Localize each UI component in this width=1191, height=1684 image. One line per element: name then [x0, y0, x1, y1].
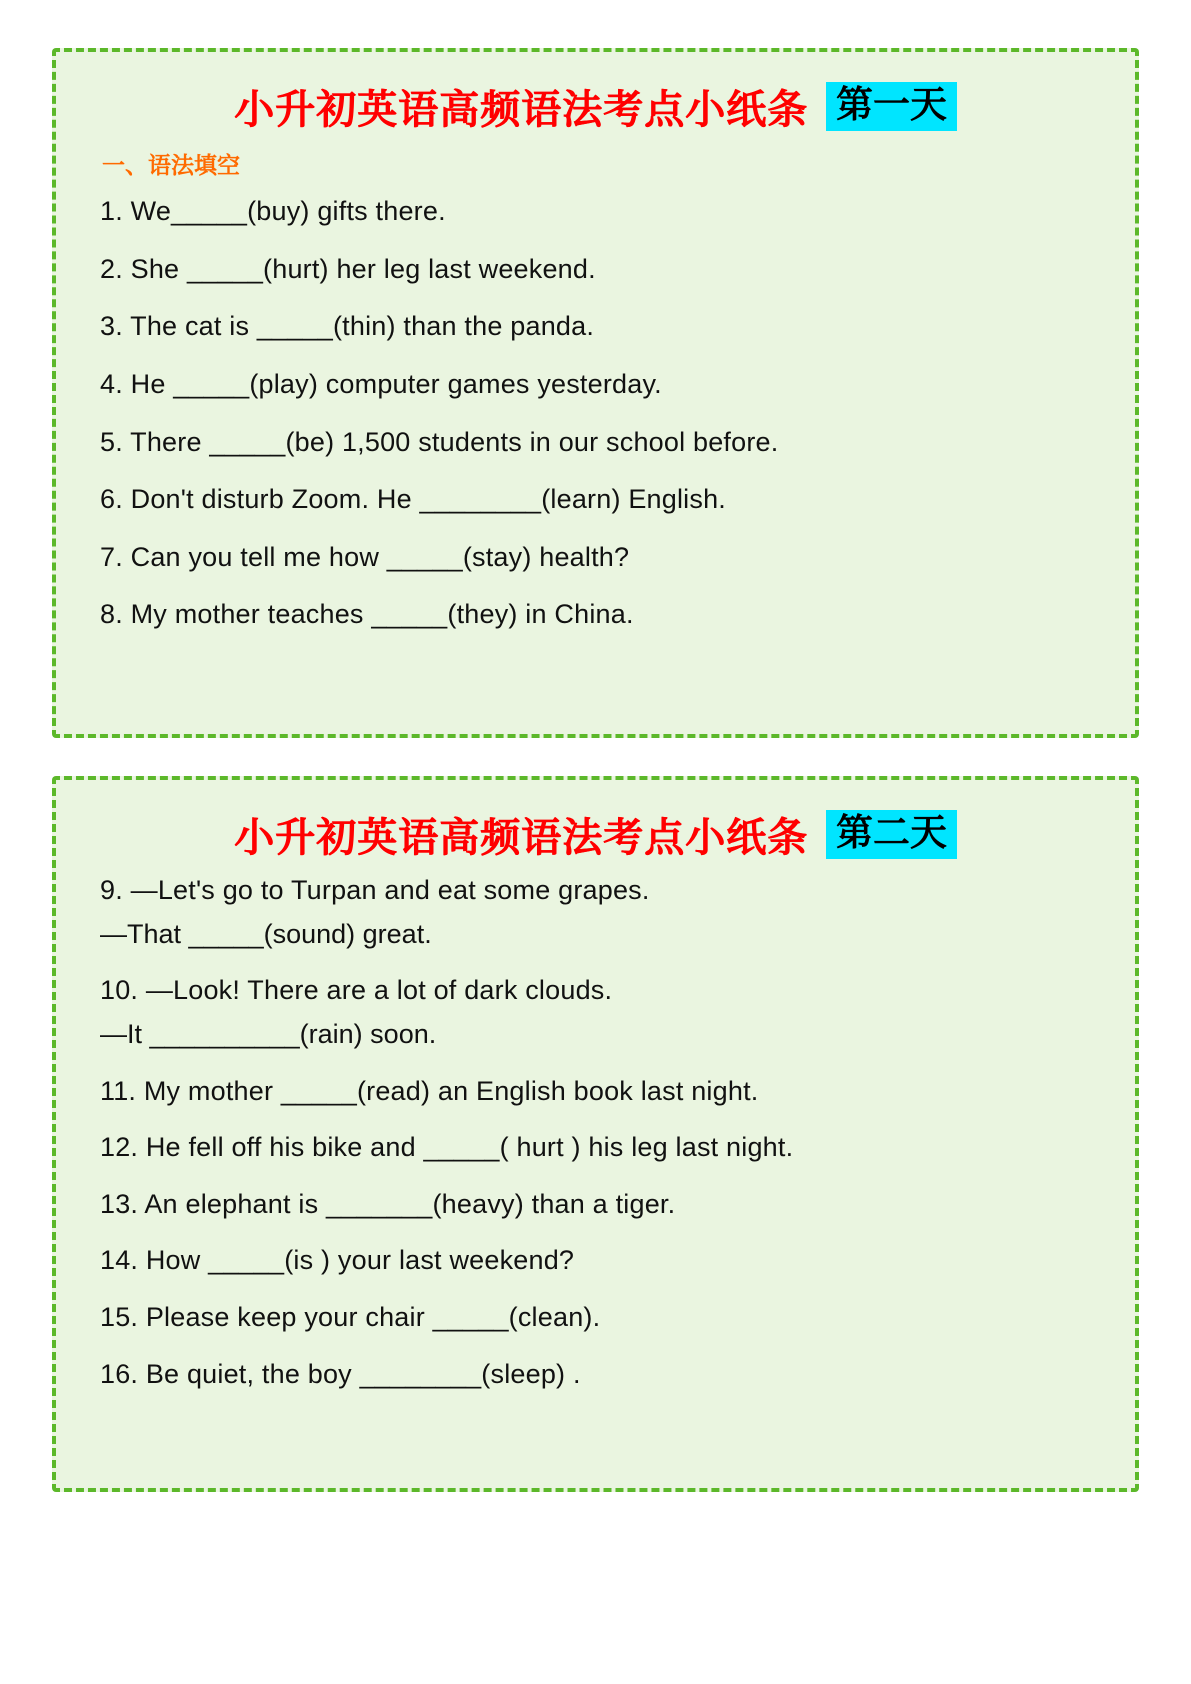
- list-item: 13. An elephant is _______(heavy) than a tiger.: [100, 1188, 676, 1219]
- worksheet-card-day-two: [52, 776, 1139, 1492]
- card-two-title: 小升初英语高频语法考点小纸条: [234, 816, 808, 860]
- list-item: 14. How _____(is ) your last weekend?: [100, 1245, 575, 1276]
- list-item: 2. She _____(hurt) her leg last weekend.: [100, 253, 596, 284]
- card-one-day-badge: 第一天: [826, 82, 957, 132]
- list-item: 8. My mother teaches _____(they) in China.: [100, 599, 634, 630]
- list-item: 9. —Let's go to Turpan and eat some grapes.: [100, 875, 650, 905]
- card-one-title-row: [86, 78, 1105, 135]
- list-item: 3. The cat is _____(thin) than the panda.: [100, 311, 595, 342]
- list-item: 7. Can you tell me how _____(stay) health?: [100, 541, 630, 572]
- list-item: 15. Please keep your chair _____(clean).: [100, 1302, 601, 1332]
- list-item: 10. —Look! There are a lot of dark clouds.: [100, 975, 613, 1006]
- card-one-title: 小升初英语高频语法考点小纸条: [234, 88, 808, 132]
- list-item: 11. My mother _____(read) an English book last night.: [100, 1075, 759, 1106]
- list-item: —It __________(rain) soon.: [100, 1018, 437, 1049]
- worksheet-card-day-one: [52, 48, 1139, 738]
- list-item: 6. Don't disturb Zoom. He ________(learn) English.: [100, 484, 726, 515]
- card-two-day-badge: 第二天: [826, 810, 957, 860]
- card-one-question-list: [86, 194, 1105, 633]
- card-two-title-row: [86, 806, 1105, 863]
- list-item: 5. There _____(be) 1,500 students in our school before.: [100, 426, 779, 457]
- list-item: 12. He fell off his bike and _____( hurt ) his leg last night.: [100, 1132, 794, 1163]
- list-item: —That _____(sound) great.: [100, 918, 432, 949]
- card-two-question-list: [86, 873, 1105, 1392]
- list-item: 16. Be quiet, the boy ________(sleep) .: [100, 1358, 581, 1389]
- card-one-section-label: 一、语法填空: [102, 152, 240, 178]
- list-item: 4. He _____(play) computer games yesterday.: [100, 368, 662, 399]
- list-item: 1. We_____(buy) gifts there.: [100, 196, 446, 226]
